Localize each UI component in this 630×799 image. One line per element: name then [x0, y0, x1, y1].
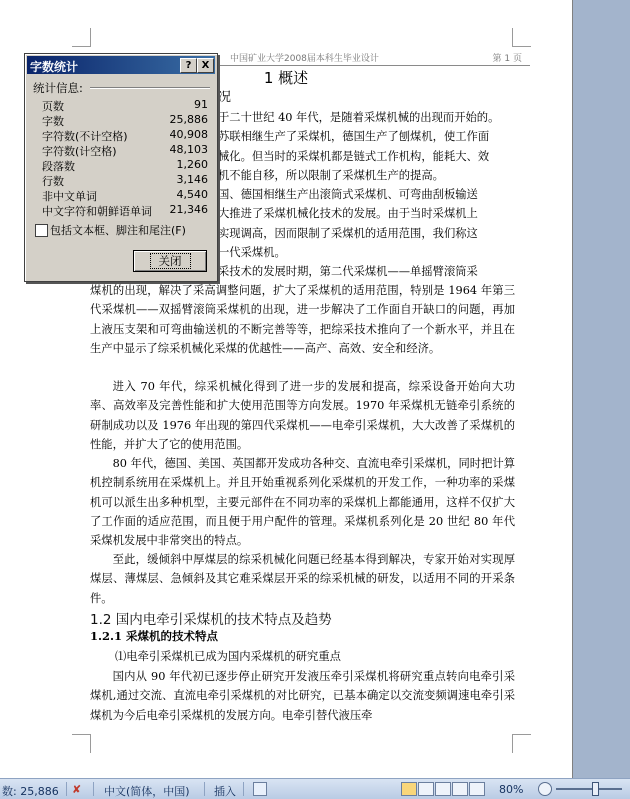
- text-line: 一代采煤机。: [218, 246, 286, 260]
- text-line: 苏联相继生产了采煤机，德国生产了刨煤机，使工作面: [218, 130, 490, 144]
- section-heading-1-2: 1.2 国内电牵引采煤机的技术特点及趋势: [90, 612, 332, 628]
- stat-label: 字符数(计空格): [42, 145, 117, 158]
- paragraph-2: 进入 70 年代，综采机械化得到了进一步的发展和提高，综采设备开始向大功率、高效率及完善性能和扩大使用范围等方向发展。1970 年采煤机无链牵引系统的研制成功以及 1976 年出现的第四代采煤机——电牵引采煤机，大大改善了采煤机的性能，并扩大了它的使用范围。: [90, 380, 515, 451]
- text-line: [218, 166, 518, 185]
- crop-mark-top-left: [72, 28, 91, 47]
- stat-value: 48,103: [169, 143, 208, 156]
- proofing-icon[interactable]: ✘: [72, 783, 82, 796]
- close-button-label: 关闭: [150, 253, 191, 269]
- text-line: 大推进了采煤机械化技术的发展。由于当时采煤机上: [218, 207, 478, 221]
- divider: [66, 782, 67, 796]
- header-title: 中国矿业大学2008届本科生毕业设计: [230, 54, 379, 64]
- chapter-title: 1 概述: [263, 69, 309, 87]
- stat-label: 页数: [42, 100, 64, 113]
- print-layout-view-icon[interactable]: [401, 782, 417, 796]
- right-gutter: [573, 0, 630, 778]
- status-bar: [0, 778, 630, 799]
- intro-lines: [218, 108, 518, 282]
- list-item-1: ⑴电牵引采煤机已成为国内采煤机的研究重点: [115, 650, 341, 663]
- text-line: 实现调高，因而限制了采煤机的适用范围，我们称这: [218, 226, 478, 240]
- divider: [90, 87, 210, 89]
- zoom-level[interactable]: 80%: [499, 783, 524, 796]
- stat-label: 中文字符和朝鲜语单词: [42, 205, 152, 218]
- stat-value: 21,346: [169, 203, 208, 216]
- language-status[interactable]: 中文(简体，中国): [104, 785, 190, 798]
- stat-label: 字符数(不计空格): [42, 130, 128, 143]
- stat-row-lines: [42, 173, 208, 188]
- section-heading-partial: 况: [218, 90, 232, 105]
- crop-mark-top-right: [512, 28, 531, 47]
- dialog-title: 字数统计: [30, 60, 79, 74]
- stat-label: 段落数: [42, 160, 75, 173]
- divider: [93, 782, 94, 796]
- stat-value: 1,260: [176, 158, 208, 171]
- statistics-label: 统计信息:: [33, 81, 83, 95]
- stat-value: 3,146: [176, 173, 208, 186]
- stat-row-chars-no-spaces: [42, 128, 208, 143]
- word-count-dialog[interactable]: [24, 53, 218, 282]
- full-screen-reading-view-icon[interactable]: [418, 782, 434, 796]
- stat-row-words: [42, 113, 208, 128]
- stat-value: 40,908: [169, 128, 208, 141]
- zoom-slider-thumb[interactable]: [592, 782, 599, 796]
- insert-mode-status[interactable]: 插入: [214, 785, 236, 798]
- text-line: 械化。但当时的采煤机都是链式工作机构，能耗大、效: [218, 149, 490, 163]
- dialog-titlebar[interactable]: [27, 56, 215, 74]
- divider: [243, 782, 244, 796]
- paragraph-3: 80 年代，德国、美国、英国都开发成功各种交、直流电牵引采煤机，同时把计算机控制系统用在采煤机上。并且开始重视系列化采煤机的开发工作，一种功率的采煤机可以派生出多种机型，主要元部件在不同功率的采煤机上都能通用，这样不仅扩大了工作面的适应范围，而且便于用户配件的管理。采煤机系列化是 20 世纪 80 年代采煤机发展中非常突出的特点。: [90, 457, 515, 548]
- divider: [204, 782, 205, 796]
- paragraph-1: 煤机的出现，解决了采高调整问题，扩大了采煤机的适用范围，特别是 1964 年第三代采煤机——双摇臂滚筒采煤机的出现，进一步解决了工作面自开缺口的问题，再加上液压支架和可弯曲输送机的不断完善等等，把综采技术推向了一个新水平，并且在生产中显示了综采机械化采煤的优越性——高产、高效、安全和经济。: [90, 284, 515, 355]
- paragraph-5: 国内从 90 年代初已逐步停止研究开发液压牵引采煤机将研究重点转向电牵引采煤机,通过交流、直流电牵引采煤机的对比研究，已基本确定以交流变频调速电牵引采煤机为今后电牵引采煤机的发展方向。电牵引替代液压牵: [90, 670, 515, 722]
- crop-mark-bottom-left: [72, 734, 91, 753]
- text-span: 机不能自移，所以限制了采煤机生产的提高。: [218, 168, 444, 182]
- stat-row-chars-with-spaces: [42, 143, 208, 158]
- text-line: 于二十世纪 40 年代，是随着采煤机械的出现而开始的。: [218, 111, 500, 124]
- close-button[interactable]: [133, 250, 207, 272]
- stat-value: 91: [194, 98, 208, 111]
- header-page-number: 第 1 页: [492, 54, 522, 64]
- close-x-button[interactable]: X: [197, 58, 214, 73]
- stat-label: 字数: [42, 115, 64, 128]
- stat-value: 25,886: [169, 113, 208, 126]
- help-button[interactable]: ?: [180, 58, 197, 73]
- text-line: 国、德国相继生产出滚筒式采煤机、可弯曲刮板输送: [218, 188, 478, 202]
- paragraph-4: 至此，缓倾斜中厚煤层的综采机械化问题已经基本得到解决，专家开始对实现厚煤层、薄煤层、急倾斜及其它难采煤层开采的综采机械的研发，以适用不同的开采条件。: [90, 553, 515, 605]
- crop-mark-bottom-right: [512, 734, 531, 753]
- stat-row-non-chinese-words: [42, 188, 208, 203]
- stat-row-pages: [42, 98, 208, 113]
- include-textboxes-label[interactable]: 包括文本框、脚注和尾注(F): [50, 224, 186, 237]
- macro-record-icon[interactable]: [253, 782, 267, 796]
- stat-label: 行数: [42, 175, 64, 188]
- word-count-status[interactable]: 数: 25,886: [2, 785, 59, 798]
- web-layout-view-icon[interactable]: [435, 782, 451, 796]
- text-line: 采技术的发展时期，第二代采煤机——单摇臂滚筒采: [218, 265, 478, 279]
- include-textboxes-checkbox[interactable]: [35, 224, 48, 237]
- draft-view-icon[interactable]: [469, 782, 485, 796]
- section-heading-1-2-1: 1.2.1 采煤机的技术特点: [90, 629, 219, 643]
- outline-view-icon[interactable]: [452, 782, 468, 796]
- zoom-out-icon[interactable]: [538, 782, 552, 796]
- stat-label: 非中文单词: [42, 190, 97, 203]
- stat-row-paragraphs: [42, 158, 208, 173]
- stat-row-chinese-chars: [42, 203, 208, 218]
- zoom-slider[interactable]: [556, 788, 622, 790]
- stat-value: 4,540: [176, 188, 208, 201]
